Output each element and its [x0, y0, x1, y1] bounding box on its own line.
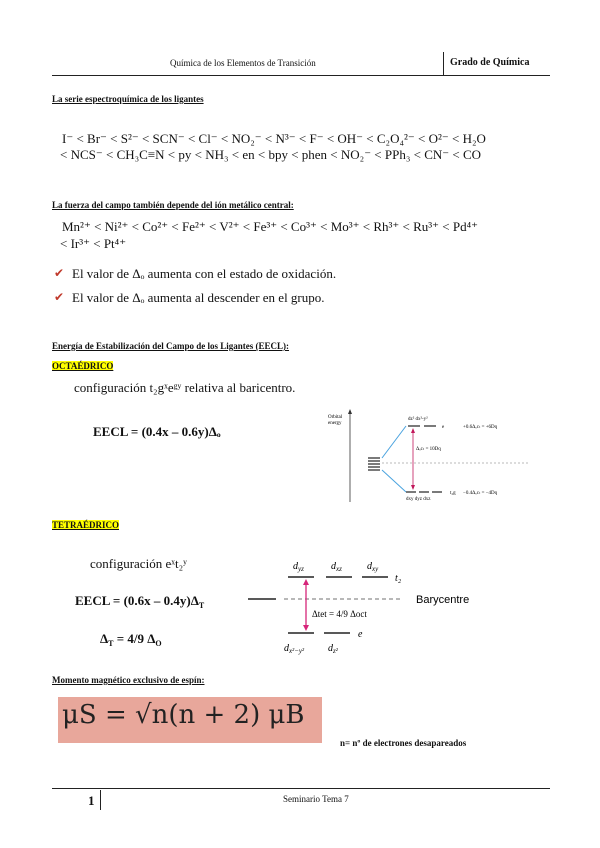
svg-text:t₂g: t₂g — [450, 491, 456, 496]
tetrahedral-splitting-diagram — [240, 555, 490, 661]
octahedral-label: OCTAÉDRICO — [52, 361, 114, 371]
page-number: 1 — [88, 793, 95, 808]
series-line-1: I⁻ < Br⁻ < S²⁻ < SCN⁻ < Cl⁻ < NO₂⁻ < N³⁻ < F⁻ < OH⁻ < C₂O₄²⁻ < O²⁻ < H₂O — [62, 131, 486, 146]
svg-text:dxz: $d_{xz}$ — [331, 561, 342, 573]
header-course: Grado de Química — [450, 57, 530, 68]
header-title: Química de los Elementos de Transición — [170, 58, 316, 68]
svg-text:dz² dx²-y²: dz² dx²-y² — [408, 417, 428, 422]
footer-title: Seminario Tema 7 — [283, 794, 349, 804]
spin-note: n= nº de electrones desapareados — [340, 738, 467, 748]
tetrahedral-formula: EECL = $(0.6x - 0.4y)\Delta_T$ — [75, 593, 205, 610]
svg-text:dz²: $d_{z^2}$ — [328, 643, 338, 655]
spin-only-formula: μS = √n(n + 2) μB — [62, 700, 305, 730]
metal-line-1: Mn²⁺ < Ni²⁺ < Co²⁺ < Fe²⁺ < V²⁺ < Fe³⁺ < Co³⁺ < Mo³⁺ < Rh³⁺ < Ru³⁺ < Pd⁴⁺ — [62, 219, 478, 234]
section-title-eecl: Energía de Estabilización del Campo de los Ligantes (EECL): — [52, 341, 290, 351]
tetrahedral-delta-relation: $\Delta_T = 4/9$ $\Delta_O$ — [100, 631, 162, 648]
svg-text:e: e — [358, 629, 363, 640]
section-title-metal: La fuerza del campo también depende del ión metálico central: — [52, 200, 294, 210]
section-title-series: La serie espectroquímica de los ligantes — [52, 94, 204, 104]
tetrahedral-label: TETRAÉDRICO — [52, 520, 120, 530]
octahedral-formula: EECL = (0.4x – 0.6y)Δₒ — [93, 424, 221, 439]
svg-text:+0.6Δₒcₜ = +6Dq: +0.6Δₒcₜ = +6Dq — [463, 425, 498, 430]
svg-text:dxy dyz dxz: dxy dyz dxz — [406, 497, 431, 502]
metal-line-2: < Ir³⁺ < Pt⁴⁺ — [60, 236, 127, 251]
header-divider — [443, 52, 444, 76]
svg-text:Δtet = 4/9 Δoct: Δtet = 4/9 Δoct — [312, 609, 367, 619]
octahedral-config: configuración t₂gˣeᵍʸ relativa al baricentro. — [74, 380, 296, 395]
svg-text:−0.4Δₒcₜ = −4Dq: −0.4Δₒcₜ = −4Dq — [463, 491, 498, 496]
svg-text:Δₒcₜ = 10Dq: Δₒcₜ = 10Dq — [416, 447, 441, 452]
series-line-2: < NCS⁻ < CH₃C≡N < py < NH₃ < en < bpy < phen < NO₂⁻ < PPh₃ < CN⁻ < CO — [60, 147, 482, 162]
check-icon: ✔ — [54, 290, 65, 304]
svg-text:Barycentre: Barycentre — [416, 594, 470, 606]
footer-rule — [52, 788, 550, 789]
bullet-oxidation: El valor de Δₒ aumenta con el estado de oxidación. — [72, 266, 337, 281]
bullet-group: El valor de Δₒ aumenta al descender en el grupo. — [72, 290, 325, 305]
svg-text:e: e — [442, 425, 445, 430]
svg-text:t₂: t₂ — [395, 573, 402, 584]
check-icon: ✔ — [54, 266, 65, 280]
octahedral-splitting-diagram — [328, 408, 560, 506]
svg-text:dxy: $d_{xy}$ — [367, 561, 379, 573]
header-rule — [52, 75, 550, 76]
svg-text:dyz: $d_{yz}$ — [293, 561, 304, 573]
svg-text:dx²−y²: $d_{x^2-y^2}$ — [284, 643, 305, 655]
orbital-energy-label: Orbital — [328, 415, 343, 420]
svg-text:energy: energy — [328, 421, 342, 426]
section-title-spin: Momento magnético exclusivo de espín: — [52, 675, 205, 685]
tetrahedral-config: configuración eˣt₂ʸ — [90, 556, 187, 571]
footer-divider — [100, 790, 101, 810]
